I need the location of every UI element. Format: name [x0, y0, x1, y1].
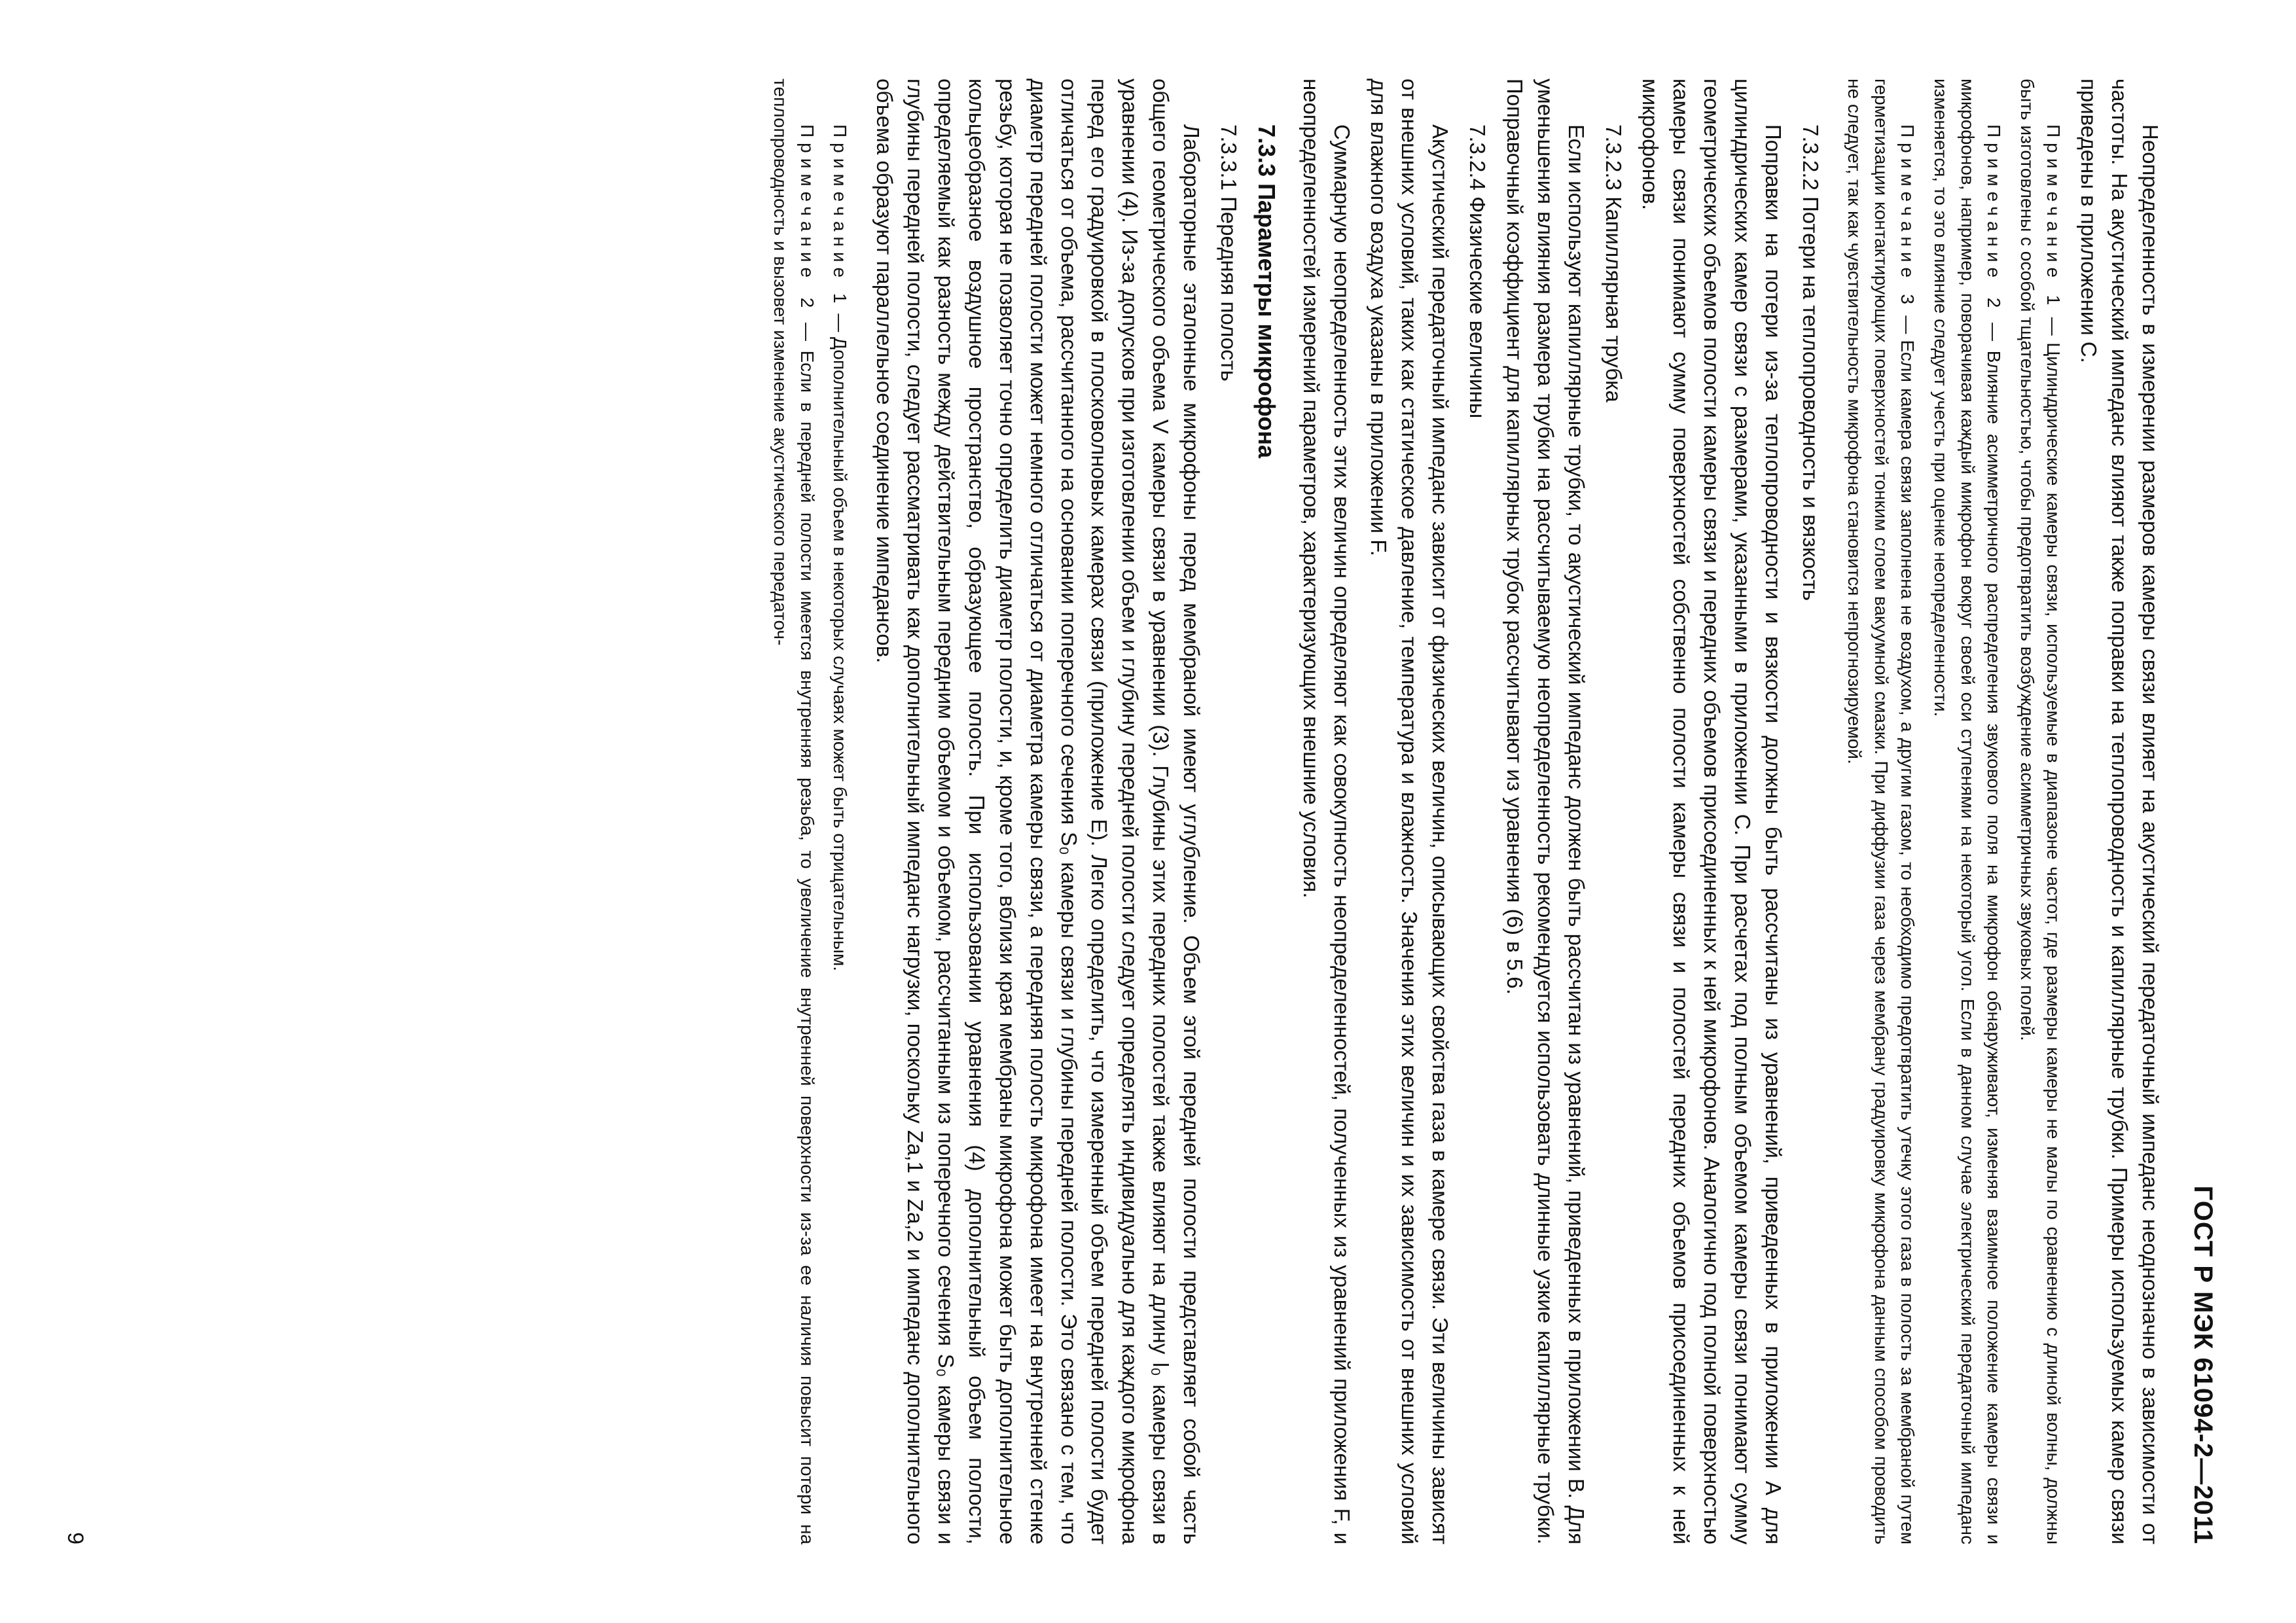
page-number: 9 [63, 1532, 88, 1544]
note-5 [767, 79, 820, 1544]
paragraph-7322: Поправки на потери из-за теплопроводности и вязкости должны быть рассчитаны из уравнений, приведенных в приложении А для цилиндрических камер связи с размерами, указанными в приложении С. При расчетах под полным объемом камеры связи понимают сумму геометрических объемов полости камеры связи и передних объемов присоединенных к ней микрофонов. Аналогично под полной поверхностью камеры связи понимают сумму поверхностей собственно полости камеры связи и полостей передних объемов присоединенных к ней микрофонов. [1638, 79, 1785, 1544]
note-text: — Цилиндрические камеры связи, используемые в диапазоне частот, где размеры камеры не малы по сравнению с длиной волны, должны быть изготовлены с особой тщательностью, чтобы предотвратить возбуждение асимметричных звуковых полей. [2017, 79, 2064, 1544]
paragraph-7324-uncertainty: Суммарную неопределенность этих величин определяют как совокупность неопределенностей, полученных из уравнений приложения F, и неопределенностей измерений параметров, характеризующих внешние условия. [1299, 79, 1354, 1544]
paragraph-7324: Акустический передаточный импеданс зависит от физических величин, описывающих свойства газа в камере связи. Эти величины зависят от внешних условий, таких как статическое давление, температура и влажность. Значения этих величин и их зависимость от внешних условий для влажного воздуха указаны в приложении F. [1367, 79, 1453, 1544]
note-3 [1841, 79, 1921, 1544]
note-2 [1927, 79, 2007, 1544]
section-heading-7331: 7.3.3.1 Передняя полость [1216, 124, 1241, 382]
document-body [761, 79, 2165, 1544]
note-text: — Влияние асимметричного распределения звукового поля на микрофон обнаруживают, изменяя взаимное положение камеры связи и микрофонов, например, поворачивая каждый микрофон вокруг своей оси ступенями на некоторый угол. Если в данном случае электрический передаточный импеданс изменяется, то это влияние следует учесть при оценке неопределенности. [1931, 79, 2005, 1544]
paragraph-7323: Если используют капиллярные трубки, то акустический импеданс должен быть рассчитан из уравнений, приведенных в приложении В. Для уменьшения влияния размера трубки на рассчитываемую неопределенность рекомендуется использовать длинные узкие капиллярные трубки. Поправочный коэффициент для капиллярных трубок рассчитывают из уравнения (6) в 5.6. [1502, 79, 1588, 1544]
note-text: — Если в передней полости имеется внутренняя резьба, то увеличение внутренней поверхности из-за ее наличия повысит потери на теплопроводность и вызовет изменение акустического передаточ- [770, 79, 817, 1544]
section-heading-7323: 7.3.2.3 Капиллярная трубка [1601, 124, 1626, 402]
paragraph-7331: Лабораторные эталонные микрофоны перед мембраной имеют углубление. Объем этой передней полости представляет собой часть общего геометрического объема V камеры связи в уравнении (3). Глубины этих передних полостей также влияют на длину l₀ камеры связи в уравнении (4). Из-за допусков при изготовлении объем и глубину передней полости следует определять индивидуально для каждого микрофона перед его градуировкой в плосковолновых камерах связи (приложение Е). Легко определить, что измеренный объем передней полости будет отличаться от объема, рассчитанного на основании поперечного сечения S₀ камеры связи и глубины передней полости. Это связано с тем, что диаметр передней полости может немного отличаться от диаметра камеры связи, а передняя полость микрофона имеет на внутренней стенке резьбу, которая не позволяет точно определить диаметр полости, и, кроме того, вблизи края мембраны микрофона может быть дополнительное кольцеобразное воздушное пространство, образующее полость. При использовании уравнения (4) дополнительный объем полости, определяемый как разность между действительным передним объемом и объемом, рассчитанным из поперечного сечения S₀ камеры связи и глубины передней полости, следует рассматривать как дополнительный импеданс нагрузки, поскольку Za,1 и Za,2 и импеданс дополнительного объема образуют параллельное соединение импедансов. [872, 79, 1204, 1544]
section-heading-7322: 7.3.2.2 Потери на теплопроводность и вязкость [1798, 124, 1823, 601]
paragraph-intro: Неопределенность в измерении размеров камеры связи влияет на акустический передаточный импеданс неоднозначно в зависимости от частоты. На акустический импеданс влияют также поправки на теплопроводность и капиллярные трубки. Примеры используемых камер связи приведены в приложении С. [2077, 79, 2162, 1544]
section-heading-7324: 7.3.2.4 Физические величины [1465, 124, 1490, 419]
note-label: Примечание 2 [797, 124, 817, 313]
note-label: Примечание 1 [2043, 124, 2064, 311]
note-label: Примечание 1 [830, 124, 851, 309]
note-label: Примечание 2 [1984, 124, 2005, 313]
note-4 [827, 79, 853, 1544]
section-heading-733: 7.3.3 Параметры микрофона [1253, 124, 1280, 459]
note-label: Примечание 3 [1897, 124, 1918, 310]
note-text: — Дополнительный объем в некоторых случаях может быть отрицательным. [830, 308, 851, 971]
note-text: — Если камера связи заполнена не воздухом, а другим газом, то необходимо предотвратить утечку этого газа в полость за мембраной путем герметизации контактирующих поверхностей тонким слоем вакуумной смазки. При диффузии газа через мембрану градуировку микрофона данным способом проводить не следует, так как чувствительность микрофона становится непрогнозируемой. [1844, 79, 1918, 1544]
document-code-header: ГОСТ Р МЭК 61094-2—2011 [2189, 1185, 2217, 1544]
note-1 [2013, 79, 2066, 1544]
